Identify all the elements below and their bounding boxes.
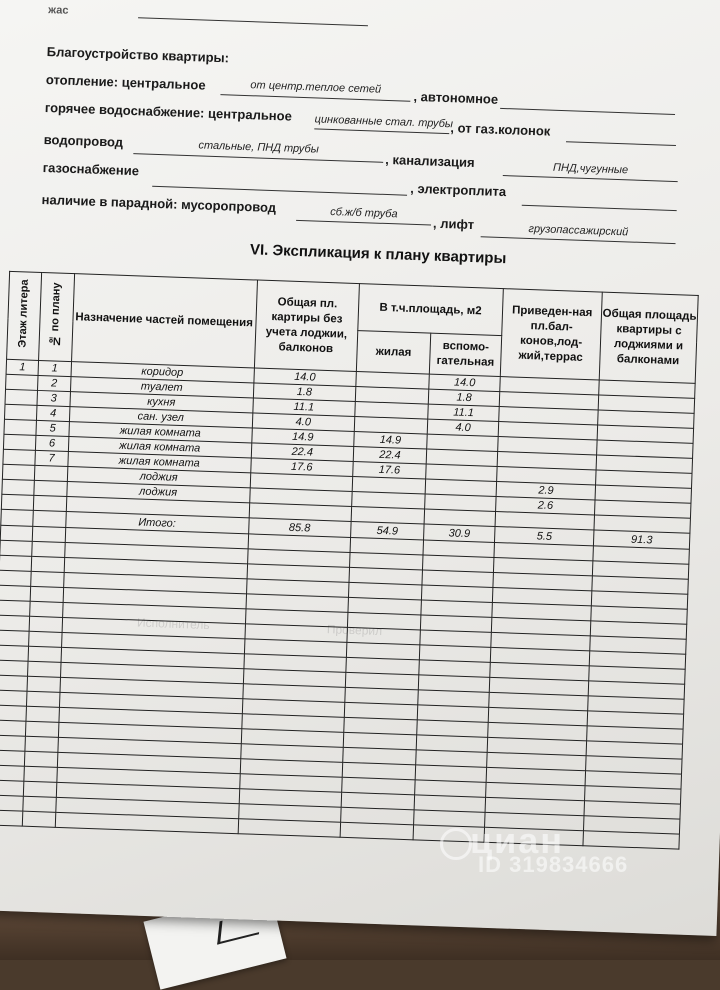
cell-empty	[24, 781, 57, 797]
explication-table	[0, 271, 699, 850]
cell-num: 1	[38, 360, 71, 376]
cell-purpose: лоджия	[67, 467, 250, 488]
header-floor: Этаж литера	[7, 271, 42, 360]
cell-empty	[27, 691, 60, 707]
cell-num: 6	[36, 435, 69, 451]
cell-empty	[27, 676, 60, 692]
cell-purpose: жилая комната	[67, 452, 250, 473]
cell-total: 4.0	[252, 413, 355, 432]
elevator-label: , лифт	[432, 215, 475, 233]
cell-num: 3	[37, 390, 70, 406]
cell-empty	[583, 831, 679, 849]
cell-total: 1.8	[253, 383, 356, 402]
cell-purpose: жилая комната	[69, 422, 252, 443]
cell-aux: 14.0	[429, 374, 501, 391]
watermark-id: ID 319834666	[478, 852, 629, 877]
cell-total: 22.4	[251, 443, 354, 462]
cell-floor	[3, 449, 36, 465]
cell-empty	[0, 705, 27, 721]
cell-floor	[3, 434, 36, 450]
cell-aux: 11.1	[428, 404, 500, 421]
cell-empty	[0, 645, 29, 661]
cell-empty	[23, 796, 56, 812]
cell-empty	[33, 526, 66, 542]
document-sheet: жас Благоустройство квартиры: отопление: центральное от центр.теплое сетей , автономное горячее водоснабжение: центральное цинкованные стал. трубы , от газ.колонок водопровод стальные, ПНД трубы , канализация ПНД,чугунные газоснабжение , электроплита наличие в парадной: мусоропровод сб.ж/б труба , лифт грузопассажирский VI. Экспликация к плану квартиры Этаж литера № по плану Назначение частей помещения Общая пл. картиры без учета лоджии, балконов В т.ч.площадь, м2 Приведен-ная пл.бал-конов,лод-жий,террас Общая площадь квартиры с лоджиями и балконами жилая вспомо-гательная 1 1 коридор 14.0 14.0 2 туалет 1.8 1.8 3 кухня 11.1 11.1 4 сан. узел 4.0 4.0 5 жилая комната 14.9 14.9 6 жилая комната 22.4 22.4 7 жилая комната 17.6 17.6 лоджия 2.9 лоджия 2.6 Итого: 85.8 54.9 30.9 5.5 91.3 Исполнитель Проверил	[0, 0, 720, 936]
cell-empty	[0, 525, 33, 541]
cell-purpose: коридор	[71, 362, 254, 383]
cell-empty	[0, 660, 28, 676]
stove-label: , электроплита	[410, 180, 507, 200]
cell-aux: 4.0	[427, 419, 499, 436]
cell-empty	[0, 750, 25, 766]
header-num: № по плану	[39, 273, 74, 362]
cell-empty	[31, 556, 64, 572]
cell-empty	[26, 706, 59, 722]
cell-num: 4	[37, 405, 70, 421]
cell-empty	[0, 675, 28, 691]
cell-num: 7	[35, 450, 68, 466]
cell-empty	[0, 735, 26, 751]
cell-num: 5	[36, 420, 69, 436]
header-aux: вспомо-гательная	[429, 333, 501, 376]
cell-floor	[4, 419, 37, 435]
cell-total_with: 91.3	[594, 530, 690, 549]
cell-empty	[0, 690, 27, 706]
cell-empty	[29, 616, 62, 632]
water-supply-value: стальные, ПНД трубы	[198, 139, 320, 156]
watermark-logo-icon	[440, 828, 472, 860]
cell-empty	[32, 541, 65, 557]
header-purpose: Назначение частей помещения	[71, 274, 257, 368]
cell-purpose: туалет	[70, 377, 253, 398]
cell-num	[33, 510, 66, 527]
cell-living: 14.9	[354, 431, 428, 449]
header-total-with: Общая площадь квартиры с лоджиями и балконами	[599, 292, 698, 383]
cell-empty	[23, 811, 56, 827]
cell-floor	[1, 494, 34, 510]
cell-empty	[28, 661, 61, 677]
entrance-label: наличие в парадной: мусоропровод	[41, 191, 277, 216]
cell-floor	[4, 404, 37, 420]
cell-reduced: 5.5	[495, 526, 595, 545]
cell-purpose: Итого:	[65, 511, 248, 533]
cell-empty	[28, 646, 61, 662]
hot-water-value: цинкованные стал. трубы	[314, 113, 454, 131]
sewage-label: , канализация	[385, 151, 475, 171]
cell-num	[34, 495, 67, 511]
header-reduced: Приведен-ная пл.бал-конов,лод-жий,террас	[500, 289, 602, 380]
cell-empty	[30, 586, 63, 602]
header-fragment: жас	[48, 4, 69, 17]
cell-total: 11.1	[252, 398, 355, 417]
header-living: жилая	[356, 331, 431, 375]
cell-floor	[6, 374, 39, 390]
cell-floor	[5, 389, 38, 405]
watermark-brand: циан	[470, 820, 565, 861]
cell-empty	[26, 721, 59, 737]
cell-empty	[25, 736, 58, 752]
cell-empty	[0, 630, 29, 646]
header-incl: В т.ч.площадь, м2	[358, 284, 504, 336]
cell-empty	[0, 585, 31, 601]
cell-aux: 30.9	[424, 524, 496, 542]
cell-total: 85.8	[248, 518, 351, 538]
hot-water-label: горячее водоснабжение: центральное	[44, 100, 293, 124]
cell-empty	[0, 540, 33, 556]
cell-reduced: 2.9	[496, 482, 595, 500]
cell-empty	[238, 819, 341, 838]
cell-empty	[24, 766, 57, 782]
cell-floor: 1	[6, 359, 39, 375]
cell-empty	[0, 765, 25, 781]
autonomous-label: , автономное	[413, 88, 499, 107]
cell-purpose: лоджия	[66, 482, 249, 503]
cell-floor	[2, 464, 35, 480]
cell-empty	[0, 720, 26, 736]
table-title: VI. Экспликация к плану квартиры	[249, 241, 507, 268]
cell-purpose: кухня	[70, 392, 253, 413]
cell-num	[35, 465, 68, 481]
cell-floor	[1, 509, 34, 526]
cell-living: 22.4	[353, 446, 427, 464]
cell-empty	[0, 570, 31, 586]
cell-empty	[30, 601, 63, 617]
water-supply-label: водопровод	[43, 131, 124, 150]
heating-value: от центр.теплое сетей	[250, 79, 382, 96]
cell-living: 54.9	[350, 521, 424, 540]
cell-reduced: 2.6	[496, 496, 595, 514]
cell-empty	[31, 571, 64, 587]
cell-purpose: сан. узел	[69, 407, 252, 428]
cell-purpose: жилая комната	[68, 437, 251, 458]
garbage-value: сб.ж/б труба	[329, 206, 398, 221]
cell-total: 17.6	[250, 458, 353, 477]
elevator-value: грузопассажирский	[528, 222, 629, 239]
amenities-title: Благоустройство квартиры:	[46, 44, 230, 66]
cell-empty	[29, 631, 62, 647]
gas-label: газоснабжение	[42, 159, 140, 179]
cell-empty	[0, 795, 24, 811]
cell-empty	[25, 751, 58, 767]
cell-floor	[2, 479, 35, 495]
cell-empty	[0, 810, 23, 826]
sewage-value: ПНД,чугунные	[552, 161, 629, 177]
cell-total: 14.0	[254, 368, 357, 387]
cell-empty	[340, 822, 414, 840]
cell-living: 17.6	[353, 461, 427, 479]
cell-empty	[0, 780, 24, 796]
cell-empty	[0, 615, 30, 631]
cell-num: 2	[38, 375, 71, 391]
heating-label: отопление: центральное	[45, 72, 206, 93]
cell-total: 14.9	[251, 428, 354, 447]
cell-empty	[0, 555, 32, 571]
gas-columns-label: , от газ.колонок	[450, 120, 551, 139]
cell-aux: 1.8	[428, 389, 500, 406]
cell-empty	[0, 600, 30, 616]
header-total: Общая пл. картиры без учета лоджии, балконов	[254, 280, 359, 372]
cell-num	[34, 480, 67, 496]
